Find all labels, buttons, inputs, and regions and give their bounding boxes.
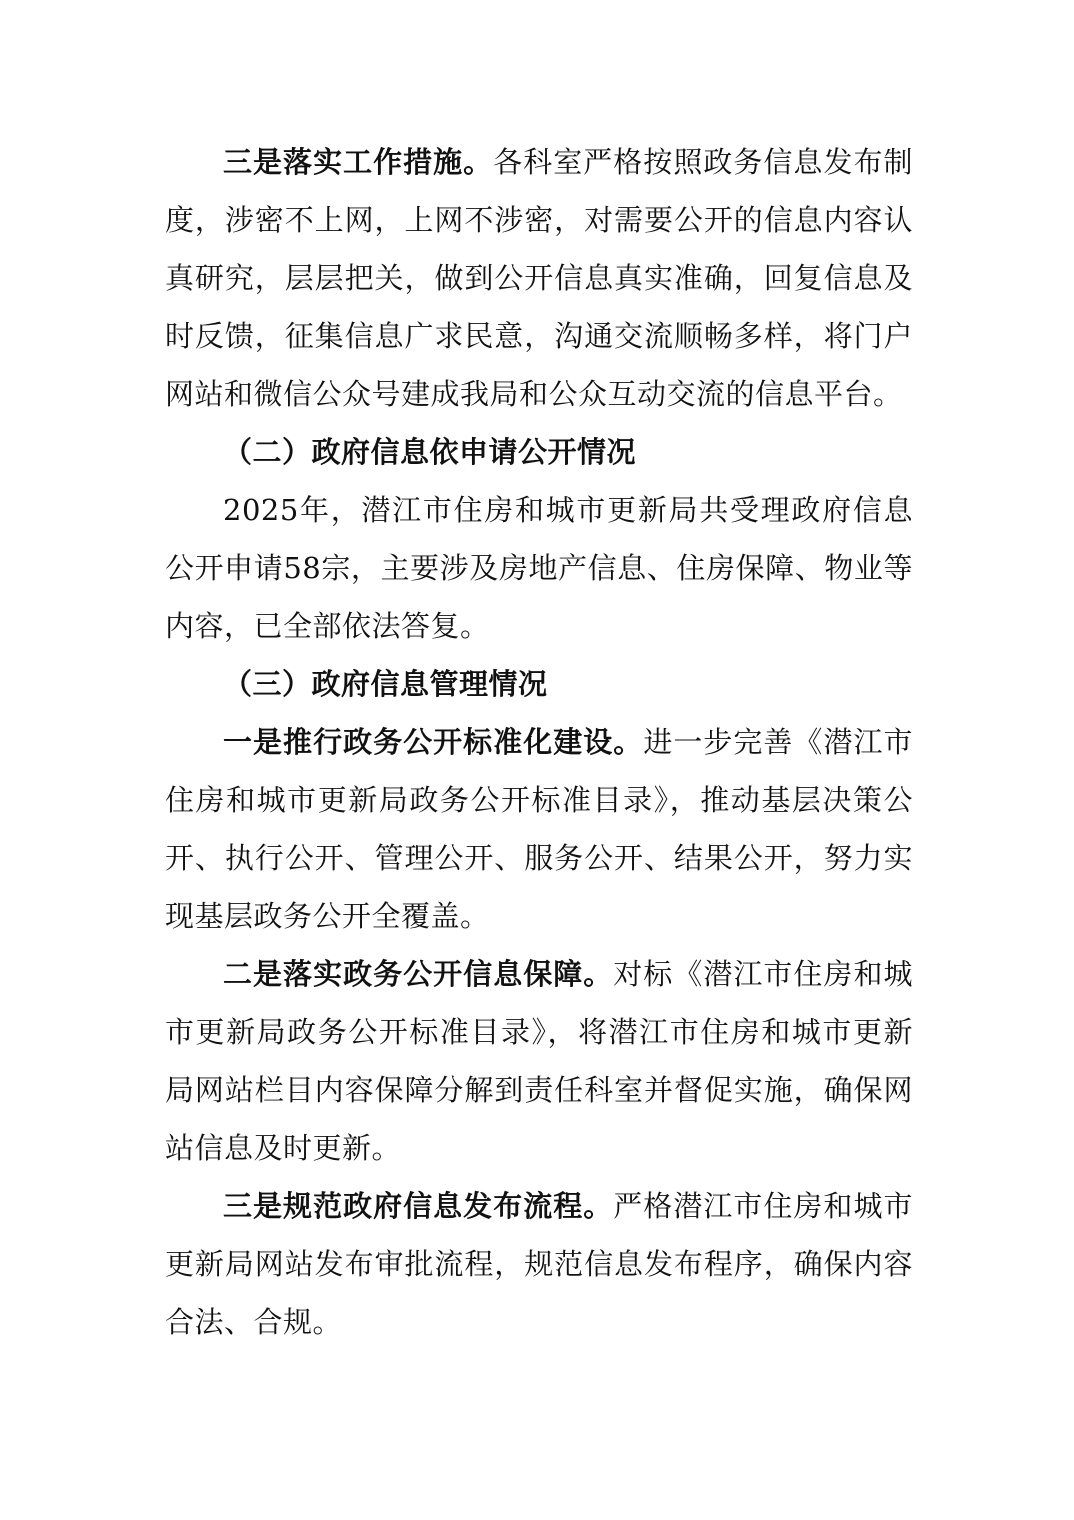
paragraph-text: 严格潜江市住房和城市更新局网站发布审批流程，规范信息发布程序，确保内容合法、合规。 (165, 1189, 913, 1339)
section-heading-application-disclosure: （二）政府信息依申请公开情况 (223, 435, 637, 469)
paragraph-lead: 一是推行政务公开标准化建设。 (223, 725, 644, 759)
paragraph-work-measures (165, 133, 913, 423)
paragraph-lead: 二是落实政务公开信息保障。 (223, 957, 614, 991)
paragraph-text: 进一步完善《潜江市住房和城市更新局政务公开标准目录》，推动基层决策公开、执行公开、管理公开、服务公开、结果公开，努力实现基层政务公开全覆盖。 (165, 725, 913, 933)
section-heading-information-management: （三）政府信息管理情况 (223, 667, 548, 701)
paragraph-lead: 三是规范政府信息发布流程。 (223, 1189, 614, 1223)
document-body (165, 133, 913, 1351)
paragraph-standardization (165, 713, 913, 945)
paragraph-release-process (165, 1177, 913, 1351)
paragraph-text: 各科室严格按照政务信息发布制度，涉密不上网，上网不涉密，对需要公开的信息内容认真研究，层层把关，做到公开信息真实准确，回复信息及时反馈，征集信息广求民意，沟通交流顺畅多样，将门户网站和微信公众号建成我局和公众互动交流的信息平台。 (165, 145, 913, 411)
paragraph-application-stats (165, 481, 913, 655)
paragraph-text: 对标《潜江市住房和城市更新局政务公开标准目录》，将潜江市住房和城市更新局网站栏目内容保障分解到责任科室并督促实施，确保网站信息及时更新。 (165, 957, 913, 1165)
paragraph-text: 2025年，潜江市住房和城市更新局共受理政府信息公开申请58宗，主要涉及房地产信息、住房保障、物业等内容，已全部依法答复。 (165, 493, 913, 643)
paragraph-information-guarantee (165, 945, 913, 1177)
paragraph-lead: 三是落实工作措施。 (223, 145, 494, 179)
